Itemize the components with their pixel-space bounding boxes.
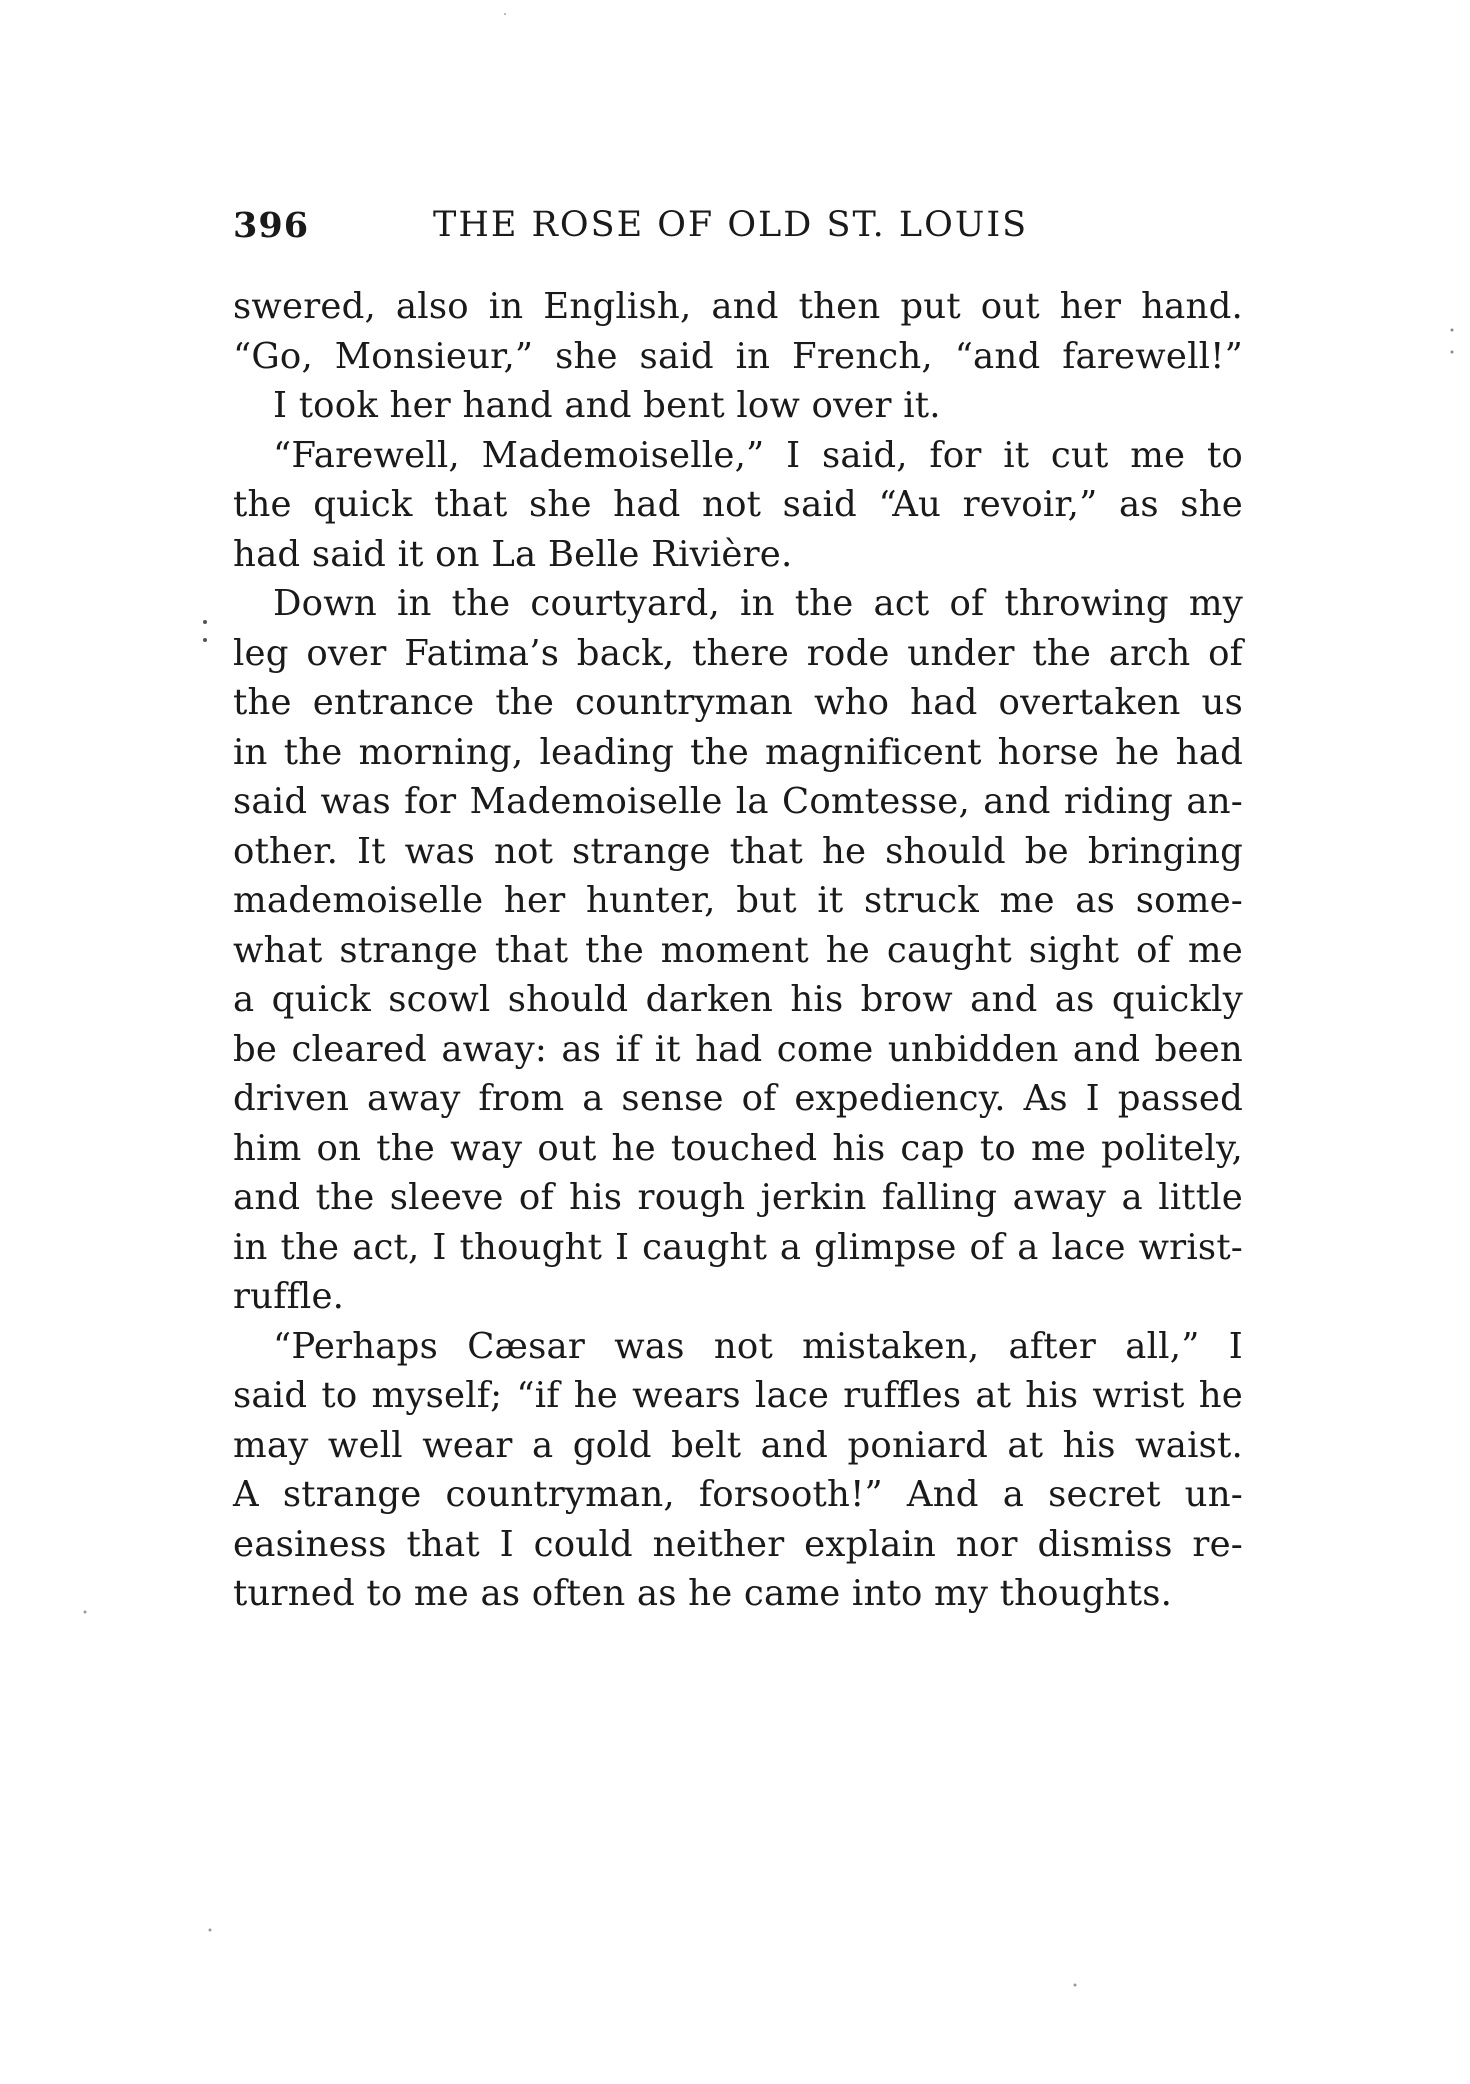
body-text: [233, 282, 1243, 1619]
text-line: “Farewell, Mademoiselle,” I said, for it cut me to: [273, 434, 1243, 476]
text-line: Down in the courtyard, in the act of throwing my: [273, 583, 1243, 624]
scan-speck: [1451, 329, 1454, 332]
text-line: ruffle.: [233, 1276, 345, 1317]
scan-speck: [203, 638, 207, 642]
text-line: I took her hand and bent low over it.: [273, 385, 941, 426]
text-line: other. It was not strange that he should be bringing: [233, 830, 1243, 872]
text-line: may well wear a gold belt and poniard at his waist.: [233, 1424, 1243, 1466]
scan-speck: [1451, 351, 1454, 354]
text-line: turned to me as often as he came into my thoughts.: [233, 1573, 1173, 1614]
text-line: swered, also in English, and then put out her hand.: [233, 286, 1243, 327]
text-line: “Go, Monsieur,” she said in French, “and farewell!”: [233, 335, 1243, 377]
text-line: the entrance the countryman who had overtaken us: [233, 682, 1243, 723]
text-line: him on the way out he touched his cap to me politely,: [233, 1127, 1243, 1169]
text-line: leg over Fatima’s back, there rode under the arch of: [233, 632, 1243, 674]
page-number: 396: [233, 205, 310, 246]
text-line: said to myself; “if he wears lace ruffles at his wrist he: [233, 1375, 1243, 1416]
text-line: driven away from a sense of expediency. As I passed: [233, 1078, 1243, 1119]
text-line: easiness that I could neither explain nor dismiss re-: [233, 1523, 1243, 1565]
scan-speck: [1074, 1984, 1077, 1987]
text-line: said was for Mademoiselle la Comtesse, and riding an-: [233, 781, 1243, 822]
running-title: THE ROSE OF OLD ST. LOUIS: [433, 205, 1029, 245]
text-line: in the act, I thought I caught a glimpse of a lace wrist-: [233, 1226, 1243, 1268]
text-line: the quick that she had not said “Au revoir,” as she: [233, 484, 1243, 525]
text-line: had said it on La Belle Rivière.: [233, 533, 793, 575]
text-line: and the sleeve of his rough jerkin falling away a little: [233, 1177, 1243, 1218]
text-line: A strange countryman, forsooth!” And a secret un-: [233, 1474, 1243, 1515]
text-line: “Perhaps Cæsar was not mistaken, after all,” I: [273, 1325, 1243, 1367]
text-line: what strange that the moment he caught sight of me: [233, 929, 1243, 971]
scan-speck: [504, 13, 506, 15]
text-line: be cleared away: as if it had come unbidden and been: [233, 1028, 1243, 1070]
text-line: mademoiselle her hunter, but it struck me as some-: [233, 880, 1243, 921]
scan-speck: [209, 1929, 212, 1932]
text-line: in the morning, leading the magnificent horse he had: [233, 731, 1243, 773]
scan-speck: [203, 620, 207, 624]
page-header: [233, 205, 1243, 255]
text-line: a quick scowl should darken his brow and as quickly: [233, 979, 1243, 1020]
scan-speck: [84, 1611, 87, 1614]
